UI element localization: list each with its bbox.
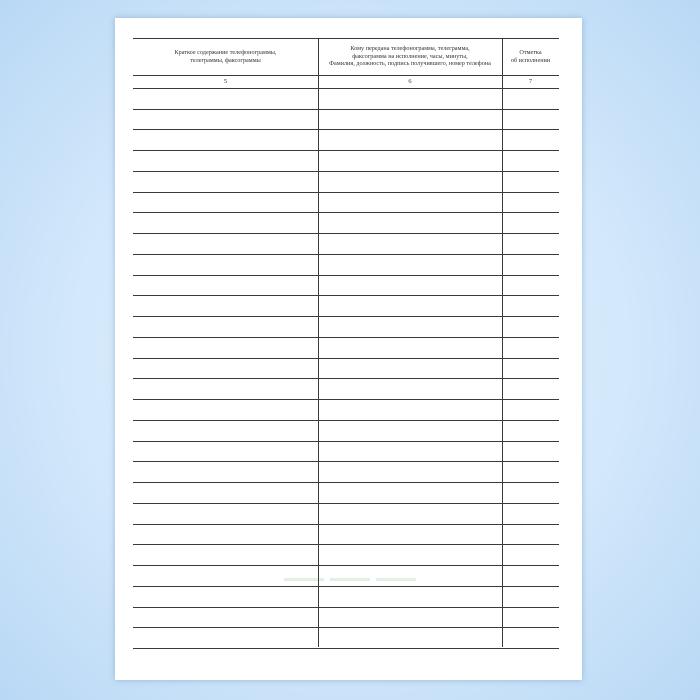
table-row-rule	[133, 316, 559, 317]
column-header-summary: Краткое содержание телефонограммы, телеграммы, факсограммы	[174, 48, 277, 64]
table-row-rule	[133, 544, 559, 545]
header-rule	[133, 75, 559, 76]
header-rule	[133, 88, 559, 89]
table-row-rule	[133, 441, 559, 442]
column-number-7: 7	[528, 78, 533, 85]
journal-page	[115, 18, 582, 680]
table-row-rule	[133, 233, 559, 234]
table-row-rule	[133, 378, 559, 379]
table-row-rule	[133, 171, 559, 172]
column-header-recipient: Кому передана телефонограмма, телеграмма, факсограмма на исполнение, часы, минуты, Фамилия, должность, подпись получившего, номер телефона	[329, 44, 491, 68]
table-row-rule	[133, 212, 559, 213]
table-row-rule	[133, 607, 559, 608]
table-row-rule	[133, 461, 559, 462]
table-row-rule	[133, 129, 559, 130]
journal-table	[133, 38, 559, 647]
table-row-rule	[133, 295, 559, 296]
header-rule	[133, 38, 559, 39]
table-row-rule	[133, 150, 559, 151]
column-number-5: 5	[223, 78, 228, 85]
table-row-rule	[133, 565, 559, 566]
table-row-rule	[133, 648, 559, 649]
table-row-rule	[133, 524, 559, 525]
table-row-rule	[133, 254, 559, 255]
table-row-rule	[133, 399, 559, 400]
table-row-rule	[133, 275, 559, 276]
column-number-6: 6	[408, 78, 412, 85]
table-row-rule	[133, 503, 559, 504]
table-row-rule	[133, 420, 559, 421]
table-row-rule	[133, 627, 559, 628]
table-row-rule	[133, 358, 559, 359]
column-header-execution-mark: Отметка об исполнении	[510, 48, 551, 64]
faint-watermark	[265, 569, 435, 589]
table-row-rule	[133, 337, 559, 338]
table-row-rule	[133, 192, 559, 193]
table-row-rule	[133, 109, 559, 110]
table-row-rule	[133, 482, 559, 483]
